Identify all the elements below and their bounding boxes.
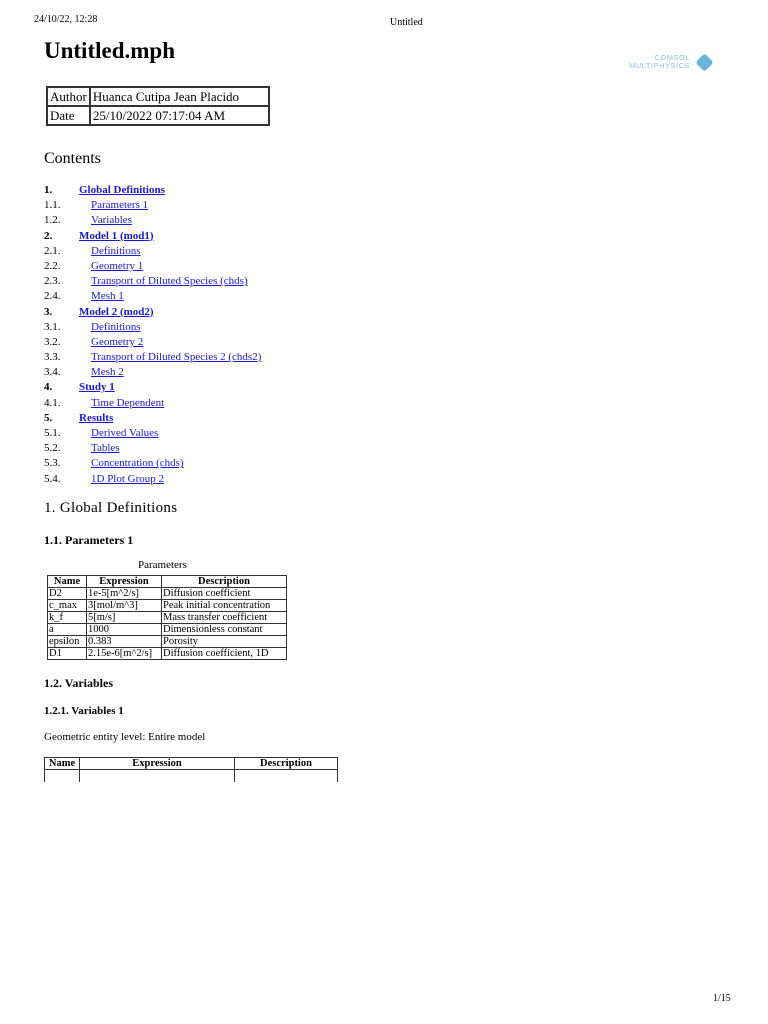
toc-link[interactable]: Variables (91, 214, 132, 227)
meta-label: Date (47, 106, 90, 125)
section-heading-variables: 1.2. Variables (44, 676, 114, 690)
toc-link[interactable]: 1D Plot Group 2 (91, 472, 165, 485)
toc-link[interactable]: Transport of Diluted Species (chds) (91, 275, 248, 288)
table-cell: Dimensionless constant (162, 624, 287, 636)
toc-number: 4.1. (44, 396, 61, 409)
parameters-table-caption: Parameters (138, 559, 187, 571)
table-cell: 0.383 (87, 636, 162, 648)
toc-number: 3.2. (44, 335, 61, 348)
toc-number: 5.3. (44, 457, 61, 470)
table-cell: 5[m/s] (87, 612, 162, 624)
meta-row (47, 87, 269, 106)
toc-number: 4. (44, 381, 53, 394)
logo-line-1: COMSOL (654, 53, 690, 62)
table-cell: c_max (48, 600, 87, 612)
table-cell: D1 (48, 648, 87, 660)
meta-value: Huanca Cutipa Jean Placido (90, 87, 269, 106)
toc-link[interactable]: Definitions (91, 320, 141, 333)
toc-link[interactable]: Definitions (91, 244, 141, 257)
toc-link[interactable]: Results (79, 411, 114, 424)
cube-icon (695, 53, 713, 71)
table-row (48, 612, 287, 624)
toc-number: 3.3. (44, 351, 61, 364)
meta-label: Author (47, 87, 90, 106)
table-row (48, 624, 287, 636)
toc-number: 5.2. (44, 442, 61, 455)
toc-number: 2.1. (44, 244, 61, 257)
parameters-body (48, 588, 287, 660)
table-cell: 1e-5[m^2/s] (87, 588, 162, 600)
toc-number: 2.4. (44, 290, 61, 303)
toc-link[interactable]: Transport of Diluted Species 2 (chds2) (91, 351, 262, 364)
toc-link[interactable]: Concentration (chds) (91, 457, 184, 470)
toc-link[interactable]: Tables (91, 442, 120, 455)
variables-empty-row (45, 770, 338, 783)
toc-number: 3.4. (44, 366, 61, 379)
column-header-description: Description (235, 758, 338, 770)
column-header-expression: Expression (87, 576, 162, 588)
table-cell: 1000 (87, 624, 162, 636)
comsol-logo (628, 54, 714, 74)
toc-link[interactable]: Mesh 1 (91, 290, 124, 303)
table-cell: D2 (48, 588, 87, 600)
column-header-description: Description (162, 576, 287, 588)
toc-link[interactable]: Derived Values (91, 427, 159, 439)
empty-cell (235, 770, 338, 783)
toc-link[interactable]: Parameters 1 (91, 199, 149, 212)
meta-value: 25/10/2022 07:17:04 AM (90, 106, 269, 125)
toc-link[interactable]: Global Definitions (79, 184, 165, 196)
toc-link[interactable]: Time Dependent (91, 396, 165, 409)
print-page-title: Untitled (390, 17, 423, 28)
column-header-name: Name (45, 758, 80, 770)
contents-heading: Contents (44, 150, 101, 167)
print-datetime: 24/10/22, 12:28 (34, 14, 98, 25)
document-title: Untitled.mph (44, 38, 175, 63)
toc-number: 1.1. (44, 199, 61, 212)
table-row (48, 600, 287, 612)
table-cell: epsilon (48, 636, 87, 648)
table-cell: a (48, 624, 87, 636)
table-cell: Mass transfer coefficient (162, 612, 287, 624)
section-heading-variables-1: 1.2.1. Variables 1 (44, 705, 124, 717)
column-header-expression: Expression (80, 758, 235, 770)
table-cell: Peak initial concentration (162, 600, 287, 612)
toc-link[interactable]: Model 1 (mod1) (79, 229, 154, 242)
column-header-name: Name (48, 576, 87, 588)
parameters-table (47, 575, 287, 660)
toc-number: 2.2. (44, 259, 61, 272)
toc-number: 1. (44, 184, 53, 196)
table-cell: 3[mol/m^3] (87, 600, 162, 612)
table-cell: 2.15e-6[m^2/s] (87, 648, 162, 660)
toc-link[interactable]: Model 2 (mod2) (79, 305, 154, 318)
variables-table (44, 757, 338, 782)
table-cell: k_f (48, 612, 87, 624)
toc-number: 5. (44, 411, 53, 424)
section-heading-global-definitions: 1. Global Definitions (44, 500, 178, 516)
toc-link[interactable]: Geometry 2 (91, 335, 144, 348)
meta-table (46, 86, 270, 126)
variables-header-row (45, 758, 338, 770)
empty-cell (80, 770, 235, 783)
table-cell: Diffusion coefficient, 1D (162, 648, 287, 660)
section-heading-parameters: 1.1. Parameters 1 (44, 533, 134, 547)
page-number: 1/15 (713, 993, 731, 1004)
empty-cell (45, 770, 80, 783)
table-cell: Porosity (162, 636, 287, 648)
table-cell: Diffusion coefficient (162, 588, 287, 600)
toc-link[interactable]: Geometry 1 (91, 259, 144, 272)
table-row (48, 636, 287, 648)
toc-number: 2.3. (44, 275, 61, 288)
toc-number: 3. (44, 305, 53, 318)
geometric-entity-level: Geometric entity level: Entire model (44, 731, 206, 743)
table-row (48, 648, 287, 660)
table-row (48, 588, 287, 600)
toc-number: 5.1. (44, 427, 61, 439)
meta-row (47, 106, 269, 125)
toc-number: 3.1. (44, 320, 61, 333)
toc-link[interactable]: Mesh 2 (91, 366, 124, 379)
toc-number: 1.2. (44, 214, 61, 227)
toc-number: 5.4. (44, 472, 61, 485)
logo-wordmark (628, 54, 690, 70)
toc-number: 2. (44, 229, 53, 242)
toc-link[interactable]: Study 1 (79, 381, 115, 394)
parameters-header-row (48, 576, 287, 588)
logo-line-2: MULTIPHYSICS (629, 61, 690, 70)
